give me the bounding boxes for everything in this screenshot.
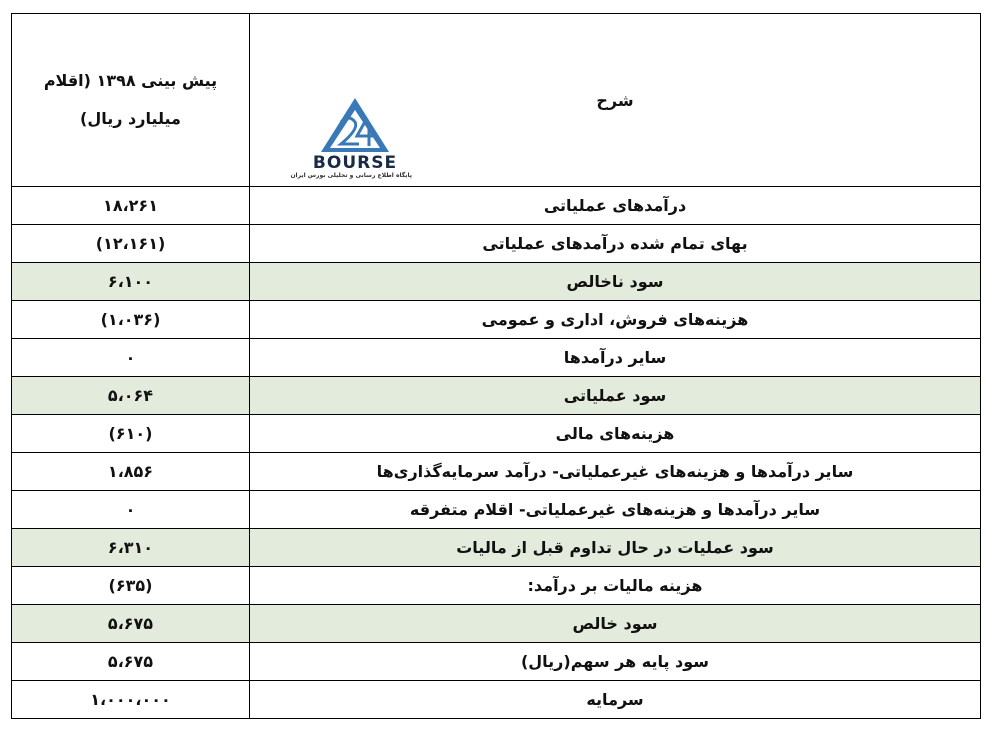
row-value: (۶۳۵) [12, 567, 250, 605]
row-value: ۰ [12, 491, 250, 529]
table-row [12, 453, 981, 491]
bourse-logo [290, 96, 412, 180]
description-column-header [250, 14, 981, 187]
row-value: (۶۱۰) [12, 415, 250, 453]
row-value: ۶،۳۱۰ [12, 529, 250, 567]
row-value: ۱۸،۲۶۱ [12, 187, 250, 225]
table-row [12, 301, 981, 339]
header-row [12, 14, 981, 187]
row-label: سود پایه هر سهم(ریال) [250, 643, 981, 681]
row-label: بهای تمام شده درآمدهای عملیاتی [250, 225, 981, 263]
table-row [12, 643, 981, 681]
row-label: سایر درآمدها و هزینه‌های غیرعملیاتی- اقلام متفرقه [250, 491, 981, 529]
row-label: سود خالص [250, 605, 981, 643]
row-value: (۱۲،۱۶۱) [12, 225, 250, 263]
row-value: ۶،۱۰۰ [12, 263, 250, 301]
table-row [12, 225, 981, 263]
logo-tagline: پایگاه اطلاع رسانی و تحلیلی بورس ایران [290, 172, 412, 179]
row-label: هزینه مالیات بر درآمد: [250, 567, 981, 605]
row-value: ۵،۰۶۴ [12, 377, 250, 415]
row-label: هزینه‌های مالی [250, 415, 981, 453]
table-row [12, 263, 981, 301]
income-forecast-table [11, 13, 981, 719]
row-label: سایر درآمدها [250, 339, 981, 377]
table-row [12, 187, 981, 225]
value-column-header [12, 14, 250, 187]
row-label: سود عملیات در حال تداوم قبل از مالیات [250, 529, 981, 567]
row-label: سایر درآمدها و هزینه‌های غیرعملیاتی- درآمد سرمایه‌گذاری‌ها [250, 453, 981, 491]
table-row [12, 491, 981, 529]
table-row [12, 339, 981, 377]
row-value: ۵،۶۷۵ [12, 605, 250, 643]
table-row [12, 605, 981, 643]
row-label: سود ناخالص [250, 263, 981, 301]
table-row [12, 377, 981, 415]
table-row [12, 529, 981, 567]
row-value: ۵،۶۷۵ [12, 643, 250, 681]
logo-brand-text: BOURSE [312, 153, 398, 173]
row-label: سرمایه [250, 681, 981, 719]
value-column-title: پیش بینی ۱۳۹۸ (اقلام میلیارد ریال) [43, 71, 218, 128]
row-label: سود عملیاتی [250, 377, 981, 415]
table-row [12, 415, 981, 453]
row-value: ۱،۸۵۶ [12, 453, 250, 491]
row-value: (۱،۰۳۶) [12, 301, 250, 339]
bourse-24-triangle-logo-icon [319, 96, 391, 154]
row-label: درآمدهای عملیاتی [250, 187, 981, 225]
row-label: هزینه‌های فروش، اداری و عمومی [250, 301, 981, 339]
row-value: ۱،۰۰۰،۰۰۰ [12, 681, 250, 719]
table-row [12, 681, 981, 719]
row-value: ۰ [12, 339, 250, 377]
description-column-title: شرح [596, 91, 634, 110]
table-row [12, 567, 981, 605]
